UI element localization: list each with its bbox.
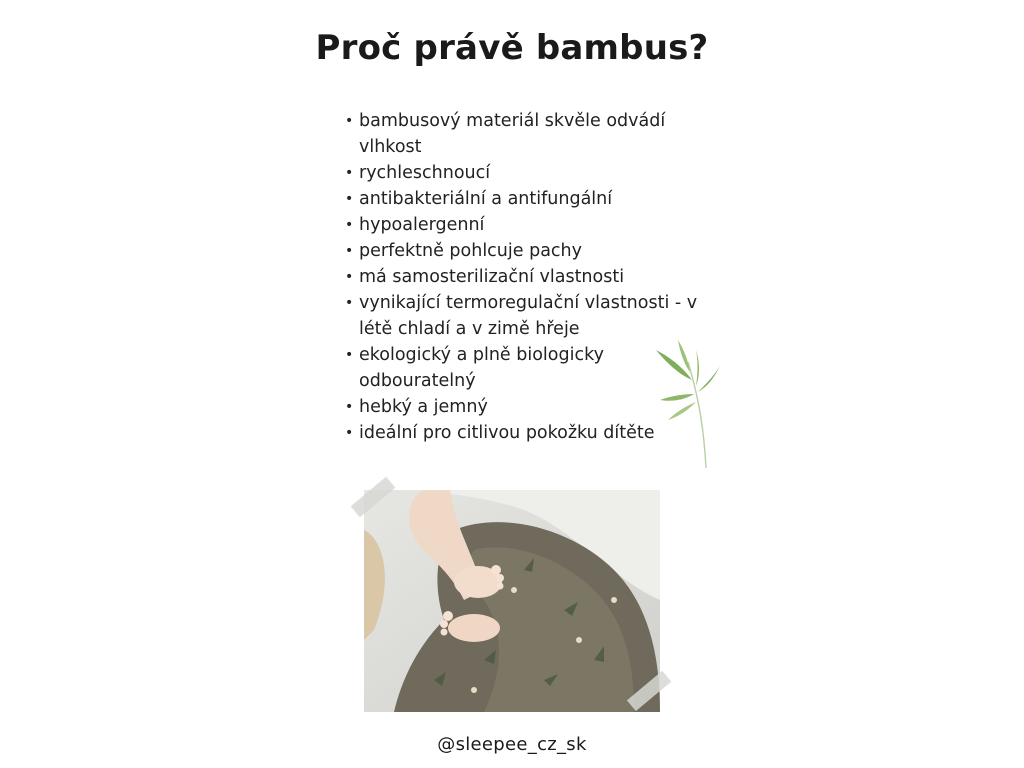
instagram-handle: @sleepee_cz_sk [437,734,587,755]
list-item: • ideální pro citlivou pokožku dítěte [344,420,704,446]
page-title: Proč právě bambus? [315,28,709,68]
list-item: • hypoalergenní [344,212,704,238]
bamboo-leaf-icon [626,322,726,472]
list-item: • rychleschnoucí [344,160,704,186]
list-item: • antibakteriální a antifungální [344,186,704,212]
list-item: • ekologický a plně biologicky odbouratelný [344,342,704,394]
list-item: • hebký a jemný [344,394,704,420]
list-item: • má samosterilizační vlastnosti [344,264,704,290]
list-item: • vynikající termoregulační vlastnosti - v létě chladí a v zimě hřeje [344,290,704,342]
baby-feet-photo [364,490,660,712]
baby-photo-frame [356,478,672,726]
list-item: • perfektně pohlcuje pachy [344,238,704,264]
list-item: • bambusový materiál skvěle odvádí vlhkost [344,108,704,160]
